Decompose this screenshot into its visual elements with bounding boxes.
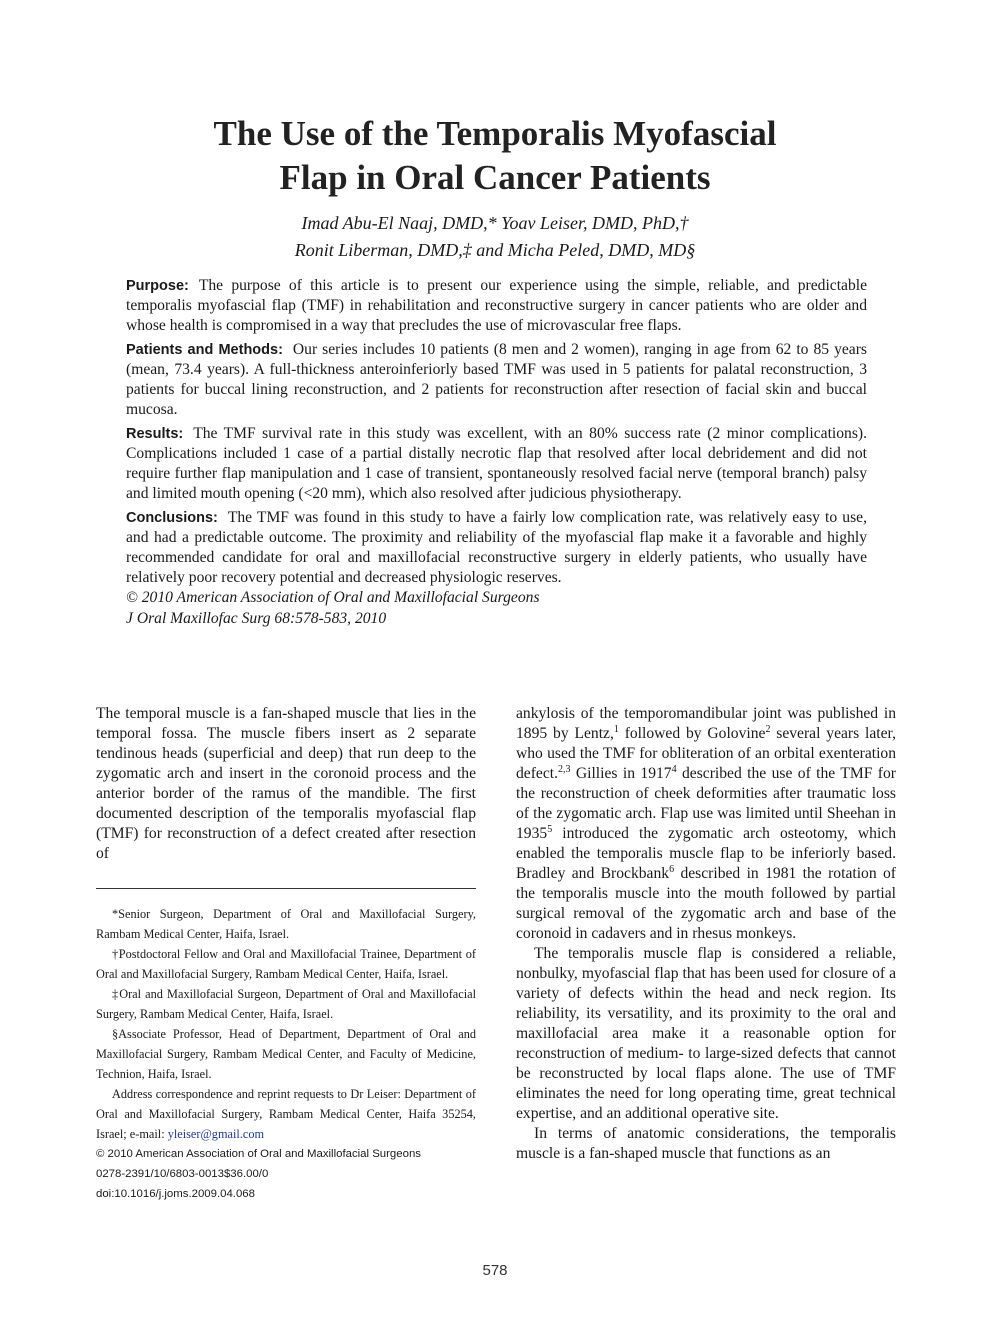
footnote-copyright: © 2010 American Association of Oral and Maxillofacial Surgeons xyxy=(96,1148,421,1160)
issn-line: 0278-2391/10/6803-0013$36.00/0 xyxy=(96,1168,269,1180)
text-run: introduced the zygomatic arch osteotomy, which enabled the temporalis muscle flap to be inferiorly based. Bradley and Brockbank xyxy=(516,825,896,882)
abstract-conclusions xyxy=(126,508,867,588)
right-column xyxy=(516,704,896,1164)
results-label: Results: xyxy=(126,426,184,442)
history-paragraph xyxy=(516,704,896,944)
ref-3[interactable]: 2,3 xyxy=(557,763,571,775)
conclusions-text: The TMF was found in this study to have a fairly low complication rate, was relatively easy to use, and had a predictable outcome. The proximity and reliability of the myofascial flap make it a favorable and highly recommended candidate for oral and maxillofacial reconstructive surgery in elderly patients, who usually have relatively poor recovery potential and decreased physiologic reserves. xyxy=(126,509,867,586)
intro-paragraph: The temporal muscle is a fan-shaped muscle that lies in the temporal fossa. The muscle fibers insert as 2 separate tendinous heads (superficial and deep) that run deep to the zygomatic arch and insert in the coronoid process and the anterior border of the ramus of the mandible. The first documented description of the temporalis myofascial flap (TMF) for reconstruction of a defect created after resection of xyxy=(96,705,476,862)
purpose-text: The purpose of this article is to present our experience using the simple, reliable, and predictable temporalis myofascial flap (TMF) in rehabilitation and reconstructive surgery in cancer patients who are older and whose health is compromised in a way that precludes the use of microvascular free flaps. xyxy=(126,277,867,334)
anatomy-paragraph: In terms of anatomic considerations, the temporalis muscle is a fan-shaped muscle that functions as an xyxy=(516,1125,896,1162)
text-run: several years later, who used the TMF for obliteration of an orbital exenteration defect. xyxy=(516,725,896,782)
address-text: Address correspondence and reprint requests to Dr Leiser: Department of Oral and Maxillofacial Surgery, Rambam Medical Center, Haifa 35254, Israel; e-mail: xyxy=(96,1087,476,1141)
footnote-divider xyxy=(96,888,476,889)
ref-4[interactable]: 4 xyxy=(671,763,677,775)
correspondence-address xyxy=(96,1084,476,1144)
left-column xyxy=(96,704,476,864)
footnote-4: §Associate Professor, Head of Department, Department of Oral and Maxillofacial Surgery, Rambam Medical Center, and Faculty of Medicine, Technion, Haifa, Israel. xyxy=(96,1027,476,1081)
methods-text: Our series includes 10 patients (8 men and 2 women), ranging in age from 62 to 85 years (mean, 73.4 years). A full-thickness anteroinferiorly based TMF was used in 5 patients for palatal reconstruction, 3 patients for buccal lining reconstruction, and 2 patients for reconstruction after resection of facial skin and buccal mucosa. xyxy=(126,341,867,418)
footnotes xyxy=(96,904,476,1204)
page-number: 578 xyxy=(482,1262,508,1279)
article-title xyxy=(0,112,990,200)
footnote-1: *Senior Surgeon, Department of Oral and Maxillofacial Surgery, Rambam Medical Center, Haifa, Israel. xyxy=(96,907,476,941)
methods-label: Patients and Methods: xyxy=(126,342,283,358)
doi-line[interactable]: doi:10.1016/j.joms.2009.04.068 xyxy=(96,1188,255,1200)
ref-2[interactable]: 2 xyxy=(765,723,771,735)
email-link[interactable]: yleiser@gmail.com xyxy=(167,1127,265,1141)
text-run: Gillies in 1917 xyxy=(570,765,672,782)
authors-line-2: Ronit Liberman, DMD,‡ and Micha Peled, DMD, MD§ xyxy=(294,240,696,260)
abstract-citation: J Oral Maxillofac Surg 68:578-583, 2010 xyxy=(126,609,387,627)
author-list xyxy=(0,210,990,264)
text-run: ankylosis of the temporomandibular joint was published in 1895 by Lentz, xyxy=(516,705,896,742)
title-line-1: The Use of the Temporalis Myofascial xyxy=(213,114,777,153)
ref-6[interactable]: 6 xyxy=(669,863,675,875)
abstract-methods xyxy=(126,340,867,420)
ref-1[interactable]: 1 xyxy=(613,723,619,735)
text-run: described the use of the TMF for the reconstruction of cheek deformities after traumatic loss of the zygomatic arch. Flap use was limited until Sheehan in 1935 xyxy=(516,765,896,842)
abstract-purpose xyxy=(126,276,867,336)
text-run: described in 1981 the rotation of the temporalis muscle into the mouth followed by partial surgical removal of the zygomatic arch and base of the coronoid in cadavers and in rhesus monkeys. xyxy=(516,865,896,942)
results-text: The TMF survival rate in this study was excellent, with an 80% success rate (2 minor complications). Complications included 1 case of a partial distally necrotic flap that resolved after local debridement and did not require further flap manipulation and 1 case of transient, spontaneously resolved facial nerve (temporal branch) palsy and limited mouth opening (<20 mm), which also resolved after judicious physiotherapy. xyxy=(126,425,867,502)
abstract-results xyxy=(126,424,867,504)
conclusions-label: Conclusions: xyxy=(126,510,218,526)
title-line-2: Flap in Oral Cancer Patients xyxy=(279,158,711,197)
authors-line-1: Imad Abu-El Naaj, DMD,* Yoav Leiser, DMD, PhD,† xyxy=(301,213,689,233)
footnote-3: ‡Oral and Maxillofacial Surgeon, Department of Oral and Maxillofacial Surgery, Rambam Medical Center, Haifa, Israel. xyxy=(96,987,476,1021)
ref-5[interactable]: 5 xyxy=(547,823,553,835)
purpose-label: Purpose: xyxy=(126,278,189,294)
abstract-copyright: © 2010 American Association of Oral and Maxillofacial Surgeons xyxy=(126,589,540,606)
abstract xyxy=(126,276,867,629)
text-run: followed by Golovine xyxy=(618,725,766,742)
footnote-2: †Postdoctoral Fellow and Oral and Maxillofacial Trainee, Department of Oral and Maxillofacial Surgery, Rambam Medical Center, Haifa, Israel. xyxy=(96,947,476,981)
reliability-paragraph: The temporalis muscle flap is considered a reliable, nonbulky, myofascial flap that has been used for closure of a variety of defects within the head and neck region. Its reliability, its versatility, and its proximity to the oral and maxillofacial area make it a reasonable option for reconstruction of medium- to large-sized defects that cannot be reconstructed by local flaps alone. The use of TMF eliminates the need for long operating time, great technical expertise, and an additional operative site. xyxy=(516,945,896,1122)
